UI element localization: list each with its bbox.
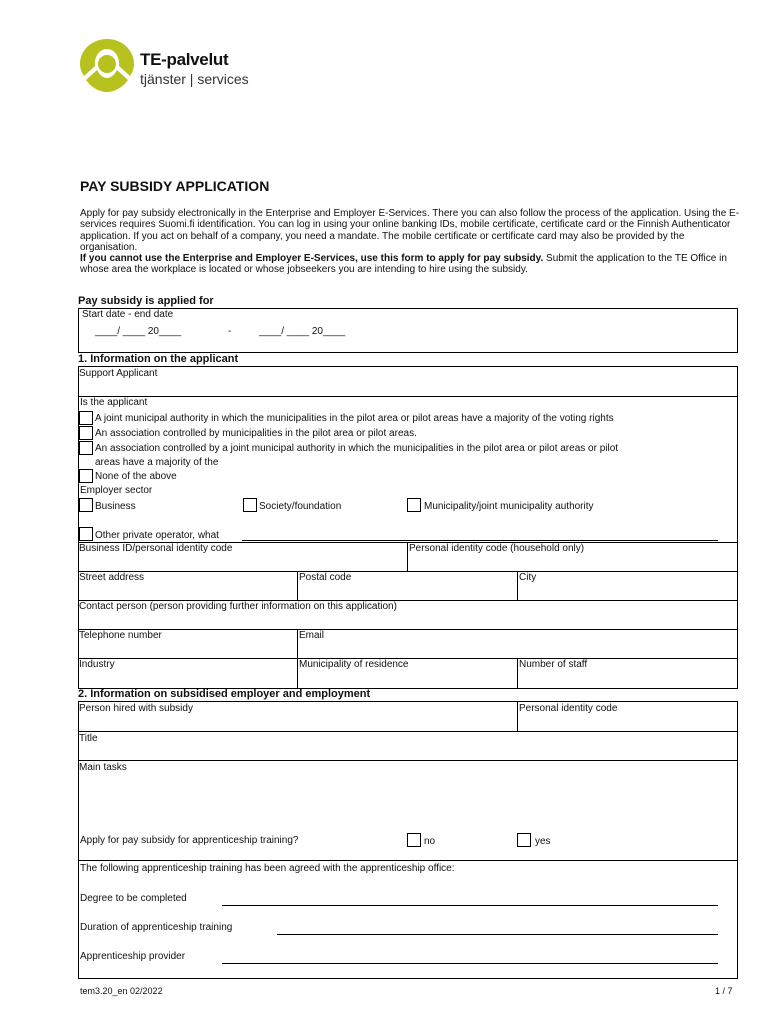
sector-society-checkbox[interactable] (243, 498, 257, 512)
person-label: Person hired with subsidy (79, 703, 193, 714)
applicant-option-3-label: An association controlled by a joint municipal authority in which the municipalities in the pilot area or pilot areas or pilot (95, 443, 619, 454)
sector-municipality-checkbox[interactable] (407, 498, 421, 512)
divider (297, 571, 298, 600)
divider (78, 760, 738, 761)
sector-other-checkbox[interactable] (79, 527, 93, 541)
sector-business-checkbox[interactable] (79, 498, 93, 512)
divider (407, 542, 408, 571)
staff-label: Number of staff (519, 659, 588, 670)
sector-other-field[interactable] (242, 540, 718, 541)
duration-label: Duration of apprenticeship training (80, 922, 233, 933)
section2-heading: 2. Information on subsidised employer and employment (78, 688, 371, 700)
applicant-option-1-checkbox[interactable] (79, 411, 93, 425)
section1-heading: 1. Information on the applicant (78, 353, 239, 365)
agreed-label: The following apprenticeship training has been agreed with the apprenticeship office: (80, 863, 455, 874)
divider (78, 571, 738, 572)
divider (297, 658, 298, 689)
applicant-option-2-label: An association controlled by municipalities in the pilot area or pilot areas. (95, 428, 417, 439)
business-id-label: Business ID/personal identity code (79, 543, 233, 554)
support-applicant-label: Support Applicant (79, 368, 158, 379)
sector-society-label: Society/foundation (259, 501, 342, 512)
industry-label: Industry (79, 659, 115, 670)
end-date-field[interactable]: ____/ ____ 20____ (259, 326, 346, 337)
brand-name: TE-palvelut (140, 50, 229, 69)
divider (517, 571, 518, 600)
provider-label: Apprenticeship provider (80, 951, 186, 962)
applicant-option-1-label: A joint municipal authority in which the municipalities in the pilot area or pilot areas have a majority of the voting rights (95, 413, 614, 424)
apprentice-question: Apply for pay subsidy for apprenticeship training? (80, 835, 299, 846)
sector-business-label: Business (95, 501, 136, 512)
period-label: Start date - end date (82, 309, 174, 320)
city-label: City (519, 572, 537, 583)
intro-bold: If you cannot use the Enterprise and Employer E-Services, use this form to apply for pay subsidy. (80, 253, 544, 265)
postal-label: Postal code (299, 572, 352, 583)
main-tasks-label: Main tasks (79, 762, 127, 773)
divider (297, 629, 298, 658)
page-title: PAY SUBSIDY APPLICATION (80, 178, 270, 194)
municipality-label: Municipality of residence (299, 659, 409, 670)
title-label: Title (79, 733, 98, 744)
divider (517, 658, 518, 689)
period-heading: Pay subsidy is applied for (78, 295, 214, 307)
form-code: tem3.20_en 02/2022 (80, 986, 163, 996)
date-dash: - (228, 326, 232, 337)
applicant-option-2-checkbox[interactable] (79, 426, 93, 440)
divider (517, 701, 518, 731)
employer-sector-label: Employer sector (80, 485, 153, 496)
personal-id-label: Personal identity code (519, 703, 618, 714)
divider (78, 731, 738, 732)
is-applicant-label: Is the applicant (80, 397, 148, 408)
applicant-option-3-label-cont: areas have a majority of the (95, 457, 219, 468)
intro-text (80, 208, 740, 276)
telephone-label: Telephone number (79, 630, 162, 641)
degree-field[interactable] (222, 905, 718, 906)
contact-label: Contact person (person providing further information on this application) (79, 601, 397, 612)
applicant-option-4-checkbox[interactable] (79, 469, 93, 483)
apprentice-yes-label: yes (535, 836, 551, 847)
te-palvelut-logo (76, 36, 138, 96)
brand-subtitle: tjänster | services (140, 71, 249, 87)
street-label: Street address (79, 572, 145, 583)
apprentice-no-label: no (424, 836, 436, 847)
applicant-option-3-checkbox[interactable] (79, 441, 93, 455)
apprentice-no-checkbox[interactable] (407, 833, 421, 847)
provider-field[interactable] (222, 963, 718, 964)
email-label: Email (299, 630, 325, 641)
divider (78, 396, 738, 397)
divider (78, 860, 738, 861)
intro-p2: Submit the application to the TE Office in whose area the workplace is located or whose jobseekers you are intending to hire using the subsidy. (80, 253, 727, 276)
sector-other-label: Other private operator, what (95, 530, 219, 541)
degree-label: Degree to be completed (80, 893, 187, 904)
duration-field[interactable] (277, 934, 718, 935)
intro-p1: Apply for pay subsidy electronically in the Enterprise and Employer E-Services. There you can also follow the process of the application. Using the E-services requires Suomi.fi identification. You can log in using your online banking IDs, mobile certificate, certificate card or the Finnish Authenticator application. If you act on behalf of a company, you need a mandate. The mobile certificate or certificate card may also be provided by the organisation. (80, 208, 740, 253)
sector-municipality-label: Municipality/joint municipality authority (424, 501, 594, 512)
applicant-option-4-label: None of the above (95, 471, 177, 482)
divider (78, 629, 738, 630)
start-date-field[interactable]: ____/ ____ 20____ (95, 326, 182, 337)
apprentice-yes-checkbox[interactable] (517, 833, 531, 847)
page-number: 1 / 7 (715, 986, 733, 996)
household-id-label: Personal identity code (household only) (409, 543, 585, 554)
